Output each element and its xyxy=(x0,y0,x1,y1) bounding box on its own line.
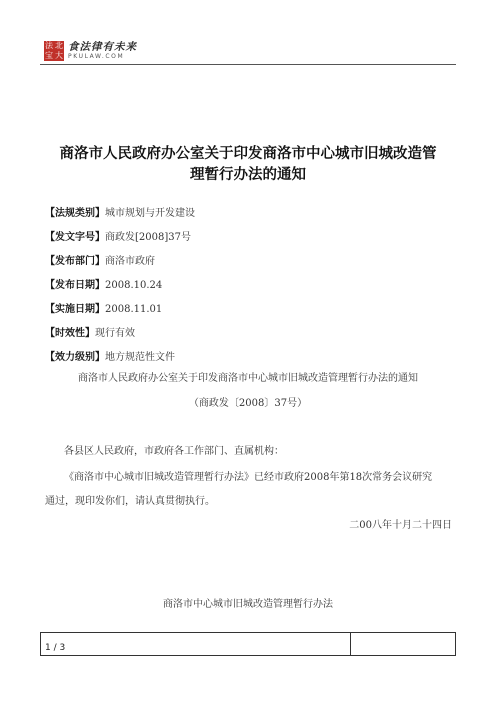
meta-value: 现行有效 xyxy=(95,328,135,339)
seal-char: 大 xyxy=(55,51,63,60)
pkulaw-logo xyxy=(44,40,137,62)
meta-key: 【时效性】 xyxy=(45,328,95,339)
document-number: （商政发〔2008〕37号） xyxy=(188,398,308,409)
document-title xyxy=(40,144,456,186)
meta-key: 【发布部门】 xyxy=(45,256,105,267)
meta-category xyxy=(45,207,195,220)
meta-doc-number xyxy=(45,231,191,244)
meta-issuer xyxy=(45,255,155,268)
attachment-title: 商洛市中心城市旧城改造管理暂行办法 xyxy=(163,599,333,610)
body-paragraph-2: 通过，现印发你们，请认真贯彻执行。 xyxy=(45,496,215,507)
meta-value: 2008.10.24 xyxy=(105,280,163,291)
brand-url: PKULAW.COM xyxy=(68,53,125,60)
seal-char: 北 xyxy=(55,41,63,50)
meta-value: 商政发[2008]37号 xyxy=(105,232,191,243)
meta-validity xyxy=(45,327,135,340)
signing-date: 二00八年十月二十四日 xyxy=(349,520,452,531)
addressee: 各县区人民政府，市政府各工作部门、直属机构： xyxy=(64,446,284,457)
meta-value: 2008.11.01 xyxy=(105,304,163,315)
meta-key: 【发布日期】 xyxy=(45,280,105,291)
meta-key: 【效力级别】 xyxy=(45,352,105,363)
meta-key: 【发文字号】 xyxy=(45,232,105,243)
page-indicator: 1 / 3 xyxy=(41,633,351,655)
seal-char: 法 xyxy=(45,41,53,50)
page-footer xyxy=(40,632,456,656)
meta-effective-date xyxy=(45,303,162,316)
body-paragraph-1: 《商洛市中心城市旧城改造管理暂行办法》已经市政府2008年第18次常务会议研究 xyxy=(64,472,433,483)
meta-value: 城市规划与开发建设 xyxy=(105,208,195,219)
meta-publish-date xyxy=(45,279,162,292)
seal-char: 宝 xyxy=(45,51,53,60)
pkulaw-seal-icon xyxy=(44,41,64,61)
brand-slogan: 食法律有未来 xyxy=(68,41,137,53)
header-divider xyxy=(40,64,456,65)
meta-value: 地方规范性文件 xyxy=(105,352,175,363)
meta-key: 【法规类别】 xyxy=(45,208,105,219)
meta-value: 商洛市政府 xyxy=(105,256,155,267)
meta-level xyxy=(45,351,175,364)
meta-key: 【实施日期】 xyxy=(45,304,105,315)
title-line-1: 商洛市人民政府办公室关于印发商洛市中心城市旧城改造管 xyxy=(59,146,437,162)
notice-subtitle: 商洛市人民政府办公室关于印发商洛市中心城市旧城改造管理暂行办法的通知 xyxy=(78,373,418,384)
title-line-2: 理暂行办法的通知 xyxy=(190,167,306,183)
footer-empty-cell xyxy=(351,633,455,655)
